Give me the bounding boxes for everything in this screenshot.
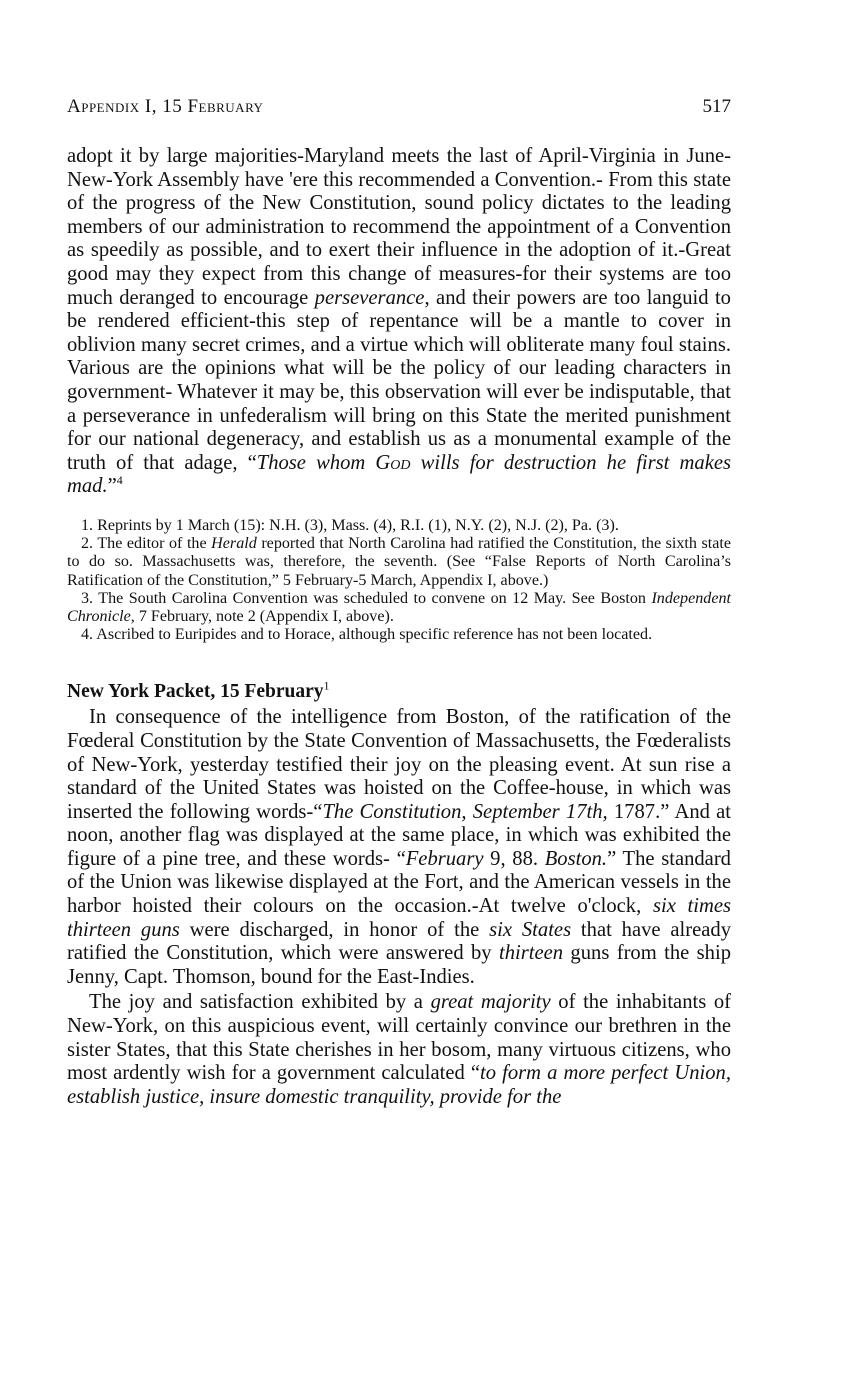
italic-run: thirteen — [498, 942, 564, 965]
text-run: 3. The South Carolina Convention was scheduled to convene on 12 May. See Boston — [81, 589, 652, 607]
text-run: reported that North Carolina had ratified the Constitution, the sixth state to do so. Massachusetts was, therefore, the seventh. (See “False Reports of North Carolina’s Ratification of the Constitution,” 5 February-5 March, Appendix I, above.) — [67, 535, 731, 589]
footnote-marker: 4 — [116, 473, 123, 488]
text-run: 2. The editor of the — [81, 535, 212, 553]
italic-run: Boston. — [544, 847, 608, 870]
italic-run: perseverance — [314, 286, 425, 309]
continued-paragraph — [67, 145, 731, 499]
text-run: that have already ratified the Constitution, which were answered by — [67, 918, 731, 965]
text-run: guns from the ship Jenny, Capt. Thomson, bound for the East-Indies. — [67, 942, 731, 988]
italic-run: to form a more perfect Union, establish justice, insure domestic tranquility, provide for the — [67, 1062, 731, 1108]
text-run: , and their powers are too languid to be rendered efficient-this step of repentance will be a mantle to cover in oblivion many secret crimes, and a virtue which will obliterate many foul stains. Various are the opinions what will be the policy of our leading characters in government- Whatever it may be, this observation will ever be indisputable, that a perseverance in unfederalism will bring on this State the merited punishment for our national degeneracy, and establish us as a monumental example of the truth of that adage, “ — [67, 286, 731, 474]
footnotes — [67, 517, 731, 644]
text-run: 1. Reprints by 1 March (15): N.H. (3), Mass. (4), R.I. (1), N.Y. (2), N.J. (2), Pa. (3). — [81, 516, 619, 534]
running-head — [67, 96, 731, 130]
text-run: 1787.” And at noon, another flag was displayed at the same place, in which was exhibited the figure of a pine tree, and these words- “ — [67, 800, 731, 870]
section-paragraph-2 — [67, 991, 731, 1109]
italic-run: Herald — [211, 535, 257, 553]
footnote-3 — [67, 590, 731, 626]
text-run: The joy and satisfaction exhibited by a — [89, 991, 431, 1014]
italic-run: February — [405, 847, 484, 870]
italic-run: Independent Chronicle — [67, 589, 731, 625]
footnote-4 — [67, 626, 731, 644]
text-run: ” — [107, 475, 117, 498]
italic-run: six times thirteen guns — [67, 895, 731, 941]
section-heading-text: New York Packet, 15 February — [67, 681, 324, 703]
section-heading — [67, 680, 731, 704]
italic-run: great majority — [430, 991, 551, 1014]
section-paragraph-1 — [67, 706, 731, 989]
text-run: 9, 88. — [483, 847, 545, 870]
text-run: were discharged, in honor of the — [179, 918, 490, 941]
text-run: In consequence of the intelligence from Boston, of the ratification of the Fœderal Constitution by the State Convention of Massachusetts, the Fœderalists of New-York, yesterday testified their joy on the pleasing event. At sun rise a standard of the United States was hoisted on the Coffee-house, in which was inserted the following words-“ — [67, 706, 731, 823]
italic-run: Those whom — [256, 451, 376, 474]
text-run: 4. Ascribed to Euripides and to Horace, although specific reference has not been located. — [81, 626, 653, 644]
running-head-title: Appendix I, 15 February — [67, 96, 264, 117]
text-run: , 7 February, note 2 (Appendix I, above). — [130, 607, 394, 625]
small-caps-run: God — [375, 451, 411, 474]
section-body — [67, 706, 731, 1109]
footnote-2 — [67, 535, 731, 590]
continued-text — [67, 145, 731, 499]
document-page — [67, 96, 731, 1109]
text-run: ” The standard of the Union was likewise displayed at the Fort, and the American vessels in the harbor hoisted their colours on the occasion.-At twelve o'clock, — [67, 847, 731, 918]
italic-run: six States — [489, 918, 572, 941]
text-run: adopt it by large majorities-Maryland meets the last of April-Virginia in June-New-York Assembly have 'ere this recommended a Convention.- From this state of the progress of the New Constitution, sound policy dictates to the leading members of our administration to recommend the appointment of a Convention as speedily as possible, and to exert their influence in the adoption of it.-Great good may they expect from this change of measures-for their systems are too much deranged to encourage — [67, 145, 731, 309]
page-number: 517 — [702, 96, 731, 117]
footnote-marker: 1 — [323, 678, 330, 693]
italic-run: The Constitution, September 17th, — [322, 800, 608, 823]
text-run: of the inhabitants of New-York, on this auspicious event, will certainly convince our brethren in the sister States, that this State cherishes in her bosom, many virtuous citizens, who most ardently wish for a government calculated “ — [67, 991, 732, 1085]
footnote-1 — [67, 517, 731, 535]
italic-run: wills for destruction he first makes mad. — [67, 451, 731, 498]
